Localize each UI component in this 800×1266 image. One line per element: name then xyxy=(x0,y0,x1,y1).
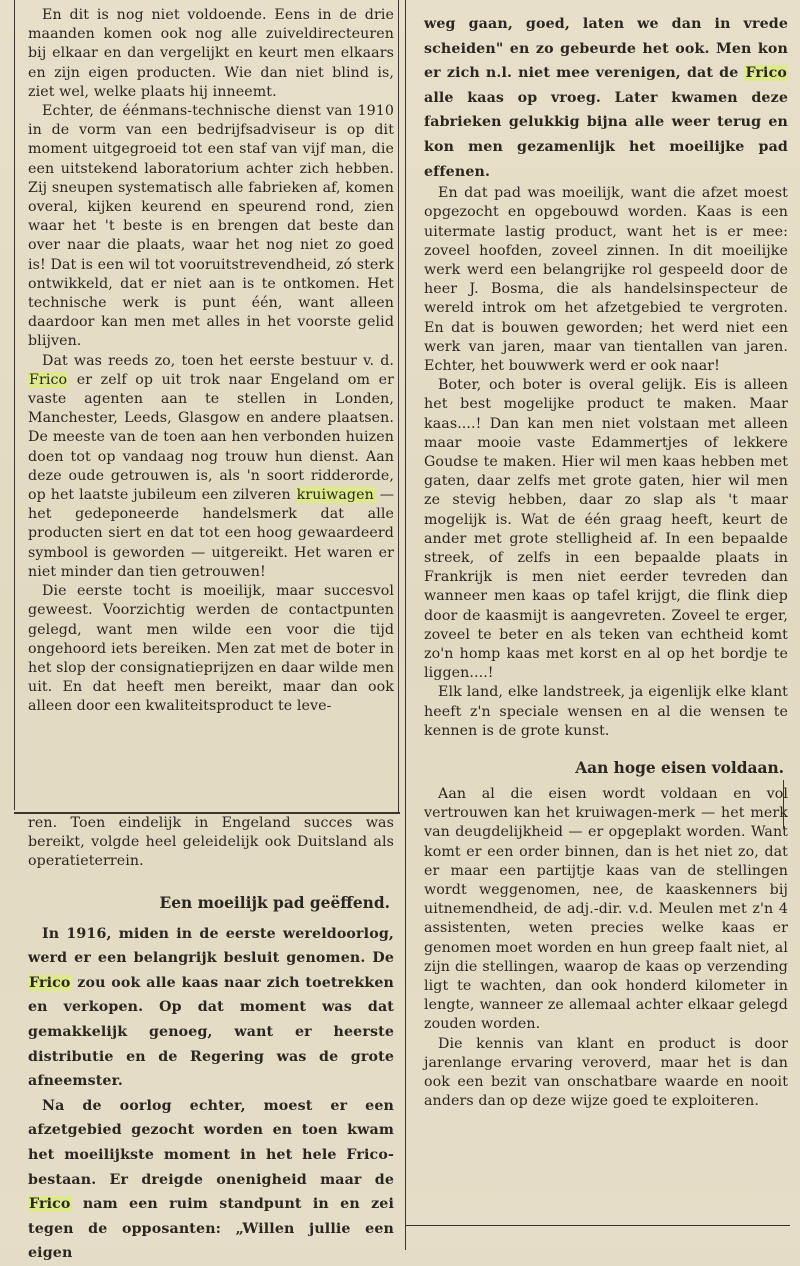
section-heading: Aan hoge eisen voldaan. xyxy=(575,759,784,778)
right-column xyxy=(424,12,788,1237)
paragraph: Elk land, elke landstreek, ja eigenlijk elke klant heeft z'n speciale wensen en al die wensen te kennen is de grote kunst. xyxy=(424,684,788,739)
text-run: weg gaan, goed, laten we dan in vrede scheiden" en zo gebeurde het ook. Men kon er zich n.l. niet mee verenigen, dat de xyxy=(424,16,788,82)
text-run: alle kaas op vroeg. Later kwamen deze fabrieken gelukkig bijna alle weer terug en kon men gezamenlijk het moeilijke pad effenen. xyxy=(424,89,788,180)
text-run: Dat was reeds zo, toen het eerste bestuur v. d. xyxy=(42,352,394,369)
paragraph: En dit is nog niet voldoende. Eens in de drie maanden komen ook nog alle zuiveldirecteuren bij elkaar en dan vergelijkt en keurt men elkaars en zijn eigen producten. Wie dan niet blind is, ziet wel, welke plaats hij inneemt. xyxy=(28,7,394,100)
highlighted-term: kruiwagen xyxy=(296,487,374,504)
column-rule-center-secondary xyxy=(405,0,406,1250)
text-run: er zelf op uit trok naar Engeland om er vaste agenten aan te stellen in Londen, Manchester, Leeds, Glasgow en andere plaatsen. De meeste van de toen aan hen verbonden huizen doen tot op vandaag nog trouw hun dienst. Aan deze oude getrouwen is, als 'n soort ridderorde, op het laatste jubileum een zilveren xyxy=(28,371,394,504)
paragraph: Die kennis van klant en product is door jarenlange ervaring veroverd, maar het is dan ook een bezit van onschatbare waarde en nooit anders dan op deze wijze goed te exploiteren. xyxy=(424,1035,788,1110)
highlighted-term: Frico xyxy=(29,1196,71,1213)
column-rule-center xyxy=(398,0,399,814)
paragraph: En dat pad was moeilijk, want die afzet moest opgezocht en opgebouwd worden. Kaas is een uitermate lastig product, want het is er mee: zoveel hoofden, zoveel zinnen. In dit moeilijke werk werd een belangrijke rol gespeeld door de heer J. Bosma, die als handelsinspecteur de wereld introk om het afzetgebied te vergroten. En dat is bouwen geworden; het werd niet een werk van jaren, maar van tientallen van jaren. Echter, het bouwwerk werd er ook naar! xyxy=(424,185,788,374)
paragraph-frico-agents xyxy=(28,352,394,582)
bold-paragraph xyxy=(28,922,394,1094)
highlighted-term: Frico xyxy=(745,65,787,82)
paragraph: Die eerste tocht is moeilijk, maar succesvol geweest. Voorzichtig werden de contactpunten gelegd, want men wilde een voor die tijd ongehoord iets bereiken. Men zat met de boter in het slop der consignatieprijzen en daar wilde men uit. En dat heeft men bereikt, maar dan ook alleen door een kwaliteitsproduct te leve- xyxy=(28,583,394,715)
paragraph: Boter, och boter is overal gelijk. Eis is alleen het best mogelijke product te maken. Maar kaas....! Dan kan men niet volstaan met alleen maar mooie vaste Edammertjes of lekkere Goudse te maken. Hier wil men kaas hebben met gaten, daar zelfs met grote gaten, hier wil men ze stevig hebben, daar zo slap als 't maar mogelijk is. Wat de één graag heeft, keurt de ander met grote stelligheid af. In een bepaalde streek, of zelfs in een bepaalde plaats in Frankrijk is men niet eerder tevreden dan wanneer men kaas op tafel krijgt, die flink diep door de kaasmijt is aangevreten. Zoveel te erger, zoveel te beter en als teken van echtheid komt zo'n homp kaas met korst en al op het bordje te liggen....! xyxy=(424,377,788,682)
text-run: Na de oorlog echter, moest er een afzetgebied gezocht worden en toen kwam het moeilijkste moment in het hele Frico-bestaan. Er dreigde onenigheid maar de xyxy=(28,1097,394,1188)
bold-paragraph-continuation xyxy=(424,12,788,184)
text-run: — het gedeponeerde handelsmerk dat alle producten siert en dat tot een hoog gewaardeerd symbool is geworden — uitgereikt. Het waren er niet minder dan tien getrouwen! xyxy=(28,487,394,580)
left-column-top xyxy=(28,6,394,814)
paragraph: Aan al die eisen wordt voldaan en vol vertrouwen kan het kruiwagen-merk — het merk van deugdelijkheid — er opgeplakt worden. Want komt er een order binnen, dan is het niet zo, dat er maar een partijtje kaas van de stellingen wordt weggenomen, nee, de kaaskenners bij uitnemendheid, de adj.-dir. v.d. Meulen met z'n 4 assistenten, weten precies welke kaas er genomen moet worden en hun greep faalt niet, al zijn die stellingen, waarop de kaas op verzending ligt te wachten, dan ook honderd kilometer in lengte, wanneer ze allemaal achter elkaar gelegd zouden worden. xyxy=(424,786,788,1033)
paragraph: Echter, de éénmans-technische dienst van 1910 in de vorm van een bedrijfsadviseur is op dit moment uitgegroeid tot een staf van vijf man, die een uitstekend laboratorium achter zich hebben. Zij sneupen systematisch alle fabrieken af, komen overal, kijken keurend en speurend rond, zien waar het 't beste is en brengen dat beste dan over naar die plaats, waar het nog niet zo goed is! Dat is een wil tot vooruitstrevendheid, zó sterk ontwikkeld, dat er niet aan is te ontkomen. Het technische werk is punt één, want alleen daardoor kan men met alles in het voorste gelid blijven. xyxy=(28,103,394,350)
text-run: nam een ruim standpunt in en zei tegen de opposanten: „Willen jullie een eigen xyxy=(28,1196,394,1262)
highlighted-term: Frico xyxy=(29,974,71,991)
column-rule-left xyxy=(14,0,15,810)
text-run: zou ook alle kaas naar zich toetrekken en verkopen. Op dat moment was dat gemakkelijk genoeg, want er heerste distributie en de Regering was de grote afneemster. xyxy=(28,974,394,1090)
bold-paragraph xyxy=(28,1094,394,1266)
section-heading: Een moeilijk pad geëffend. xyxy=(159,893,390,912)
left-column-bottom xyxy=(28,814,394,1262)
highlighted-term: Frico xyxy=(29,371,68,388)
paragraph-continuation: ren. Toen eindelijk in Engeland succes was bereikt, volgde heel geleidelijk ook Duitsland als operatieterrein. xyxy=(28,815,394,870)
text-run: In 1916, miden in de eerste wereldoorlog, werd er een belangrijk besluit genomen. De xyxy=(28,925,394,967)
